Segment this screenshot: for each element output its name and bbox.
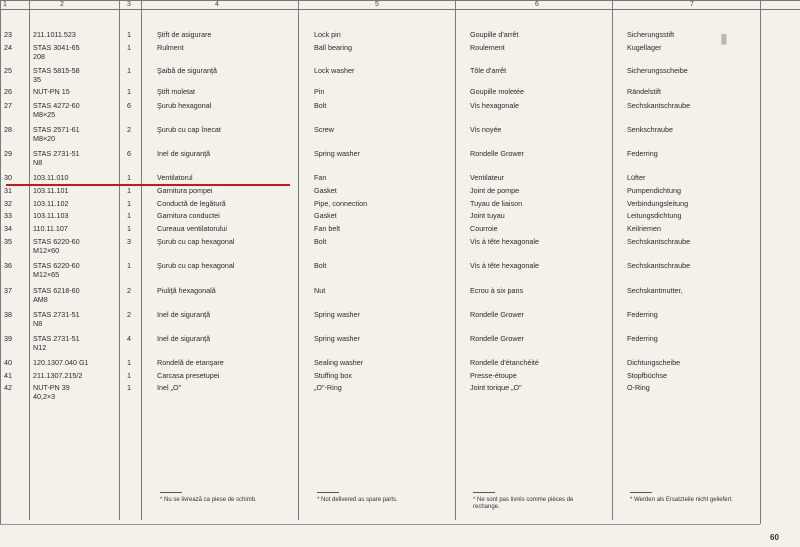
item-number: 33	[4, 211, 12, 220]
column-number: 7	[690, 1, 694, 8]
name-english: Stuffing box	[314, 371, 352, 380]
item-number: 34	[4, 224, 12, 233]
footnote-rule-fr	[473, 492, 495, 493]
name-french: Vis noyée	[470, 125, 502, 134]
name-french: Vis hexagonale	[470, 101, 520, 110]
name-french: Courroie	[470, 224, 498, 233]
part-code-line: STAS 2731-51	[33, 310, 80, 319]
name-french: Tôle d'arrêt	[470, 66, 507, 75]
name-german: Sicherungsscheibe	[627, 66, 688, 75]
name-english: Lock washer	[314, 66, 355, 75]
item-number: 24	[4, 43, 12, 52]
name-english: Fan belt	[314, 224, 340, 233]
name-german: Rändelstift	[627, 87, 661, 96]
quantity: 2	[127, 286, 131, 295]
name-french: Goupille moletée	[470, 87, 524, 96]
name-french: Ecrou à six pans	[470, 286, 524, 295]
part-code-line: 35	[33, 74, 41, 84]
part-code-line: 40,2×3	[33, 391, 56, 401]
part-code	[33, 150, 121, 167]
item-number: 39	[4, 334, 12, 343]
item-number: 37	[4, 286, 12, 295]
part-code-line: N8	[33, 318, 43, 328]
name-german: Lüfter	[627, 173, 646, 182]
part-code-line: 120.1307.040 G1	[33, 358, 89, 367]
part-code-line: STAS 6220-60	[33, 237, 80, 246]
name-english: Spring washer	[314, 310, 360, 319]
part-code	[33, 187, 121, 196]
name-german: Stopfbüchse	[627, 371, 667, 380]
footnote-fr-line: * Ne sont pas livrés comme pièces de	[473, 497, 574, 503]
part-code-line: M12×65	[33, 269, 60, 279]
name-english: Pipe, connection	[314, 199, 368, 208]
name-german: Kugellager	[627, 43, 662, 52]
column-divider	[0, 0, 1, 524]
item-number: 29	[4, 149, 12, 158]
name-romanian: Inel de siguranţă	[157, 149, 211, 158]
quantity: 1	[127, 383, 131, 392]
part-code-line: M8×25	[33, 109, 56, 119]
part-code	[33, 262, 121, 279]
item-number: 36	[4, 261, 12, 270]
name-german: Verbindungsleitung	[627, 199, 689, 208]
name-romanian: Ştift moletat	[157, 87, 195, 96]
column-number: 2	[60, 1, 64, 8]
name-french: Joint de pompe	[470, 186, 520, 195]
quantity: 1	[127, 211, 131, 220]
name-french: Rondelle Grower	[470, 334, 524, 343]
part-code-line: 211.1011.523	[33, 30, 76, 39]
part-code-line: STAS 5815-58	[33, 66, 80, 75]
name-romanian: Piuliţă hexagonală	[157, 286, 216, 295]
part-code	[33, 335, 121, 352]
bottom-rule	[0, 524, 760, 525]
name-english: Bolt	[314, 261, 327, 270]
name-english: Bolt	[314, 101, 327, 110]
part-code-line: 103.11.103	[33, 211, 69, 220]
name-german: Federring	[627, 149, 658, 158]
name-french: Rondelle d'étanchéité	[470, 358, 539, 367]
part-code	[33, 67, 121, 84]
part-code-line: STAS 3041-65	[33, 43, 80, 52]
part-code-line: 110.11.107	[33, 224, 68, 233]
header-top-rule	[0, 0, 800, 1]
name-english: Pin	[314, 87, 325, 96]
quantity: 1	[127, 43, 131, 52]
item-number: 28	[4, 125, 12, 134]
part-code-line: STAS 2731-51	[33, 334, 80, 343]
name-english: Lock pin	[314, 30, 341, 39]
part-code-line: AM8	[33, 294, 48, 304]
part-code-line: STAS 2731-51	[33, 149, 80, 158]
quantity: 1	[127, 30, 131, 39]
item-number: 31	[4, 186, 12, 195]
part-code-line: STAS 6220-60	[33, 261, 80, 270]
quantity: 6	[127, 101, 131, 110]
part-code	[33, 44, 121, 61]
name-english: Spring washer	[314, 334, 360, 343]
name-french: Vis à tête hexagonale	[470, 237, 540, 246]
name-romanian: Şaibă de siguranţă	[157, 66, 217, 75]
part-code-line: N12	[33, 342, 47, 352]
quantity: 1	[127, 173, 131, 182]
part-code-line: 103.11.102	[33, 199, 69, 208]
name-french: Presse-étoupe	[470, 371, 517, 380]
name-romanian: Ştift de asigurare	[157, 30, 212, 39]
part-code	[33, 384, 121, 401]
part-code-line: 103.11.101	[33, 186, 69, 195]
item-number: 40	[4, 358, 12, 367]
footnote-fr	[473, 497, 573, 511]
item-number: 30	[4, 173, 12, 182]
column-number: 1	[3, 1, 7, 8]
part-code	[33, 126, 121, 143]
column-number: 3	[127, 1, 131, 8]
item-number: 42	[4, 383, 12, 392]
part-code-line: M8×20	[33, 133, 56, 143]
column-number: 6	[535, 1, 539, 8]
column-divider	[455, 0, 456, 520]
part-code	[33, 200, 121, 209]
name-german: Senkschraube	[627, 125, 673, 134]
name-german: Federring	[627, 334, 658, 343]
footnote-rule-en	[317, 492, 339, 493]
name-french: Tuyau de liaison	[470, 199, 523, 208]
part-code-line: NUT-PN 39	[33, 383, 70, 392]
part-code-line: N8	[33, 157, 43, 167]
part-code	[33, 31, 121, 40]
name-german: Sechskantschraube	[627, 261, 691, 270]
quantity: 1	[127, 224, 131, 233]
part-code-line: 103.11.010	[33, 173, 69, 182]
quantity: 1	[127, 186, 131, 195]
name-romanian: Rondelă de etanşare	[157, 358, 224, 367]
name-german: Federring	[627, 310, 658, 319]
quantity: 1	[127, 358, 131, 367]
name-english: Sealing washer	[314, 358, 364, 367]
name-romanian: Şurub cu cap hexagonal	[157, 261, 235, 270]
page-number: 60	[770, 533, 779, 542]
quantity: 2	[127, 125, 131, 134]
name-romanian: Şurub hexagonal	[157, 101, 212, 110]
header-bottom-rule	[0, 9, 800, 10]
name-french: Joint tuyau	[470, 211, 505, 220]
name-english: Gasket	[314, 211, 337, 220]
name-french: Vis à tête hexagonale	[470, 261, 540, 270]
part-code	[33, 88, 121, 97]
name-romanian: Conductă de legătură	[157, 199, 226, 208]
name-romanian: Inel „O"	[157, 383, 182, 392]
name-french: Roulement	[470, 43, 505, 52]
quantity: 1	[127, 66, 131, 75]
column-divider	[298, 0, 299, 520]
footnote-en: * Not delivered as spare parts.	[317, 497, 398, 503]
name-english: Ball bearing	[314, 43, 352, 52]
column-divider	[612, 0, 613, 520]
part-code-line: STAS 2571-61	[33, 125, 80, 134]
name-german: Sechskantmutter,	[627, 286, 683, 295]
name-german: Pumpendichtung	[627, 186, 681, 195]
footnote-rule-de	[630, 492, 652, 493]
name-french: Rondelle Grower	[470, 149, 524, 158]
name-romanian: Garnitura pompei	[157, 186, 213, 195]
name-german: Sicherungsstift	[627, 30, 675, 39]
part-code	[33, 174, 121, 183]
item-number: 41	[4, 371, 12, 380]
name-french: Joint torique „O"	[470, 383, 522, 392]
item-number: 25	[4, 66, 12, 75]
part-code-line: 208	[33, 51, 45, 61]
part-code-line: STAS 6218-60	[33, 286, 80, 295]
name-romanian: Carcasa presetupei	[157, 371, 220, 380]
quantity: 4	[127, 334, 131, 343]
name-german: Leitungsdichtung	[627, 211, 682, 220]
name-romanian: Ventilatorul	[157, 173, 193, 182]
quantity: 3	[127, 237, 131, 246]
name-romanian: Şurub cu cap hexagonal	[157, 237, 235, 246]
part-code-line: M12×60	[33, 245, 60, 255]
name-romanian: Rulment	[157, 43, 184, 52]
name-english: Nut	[314, 286, 326, 295]
name-romanian: Inel de siguranţă	[157, 334, 211, 343]
name-english: Gasket	[314, 186, 337, 195]
part-code	[33, 238, 121, 255]
quantity: 1	[127, 87, 131, 96]
footnote-de: * Werden als Ersatzteile nicht geliefert.	[630, 497, 733, 503]
footnote-rule-ro	[160, 492, 182, 493]
item-number: 23	[4, 30, 12, 39]
item-number: 32	[4, 199, 12, 208]
quantity: 6	[127, 149, 131, 158]
part-code-line: NUT-PN 15	[33, 87, 70, 96]
part-code	[33, 102, 121, 119]
name-german: Sechskantschraube	[627, 237, 691, 246]
name-english: Fan	[314, 173, 327, 182]
name-german: Sechskantschraube	[627, 101, 691, 110]
name-romanian: Inel de siguranţă	[157, 310, 211, 319]
column-number: 4	[215, 1, 219, 8]
red-underline-mark	[6, 184, 290, 186]
name-french: Ventilateur	[470, 173, 504, 182]
bleed-through-mark: ▮	[720, 30, 728, 46]
column-divider	[29, 0, 30, 520]
name-romanian: Cureaua ventilatorului	[157, 224, 227, 233]
part-code	[33, 311, 121, 328]
name-french: Goupille d'arrêt	[470, 30, 519, 39]
name-english: Bolt	[314, 237, 327, 246]
item-number: 38	[4, 310, 12, 319]
item-number: 26	[4, 87, 12, 96]
name-romanian: Garnitura conductei	[157, 211, 220, 220]
part-code	[33, 287, 121, 304]
name-english: „O"-Ring	[314, 383, 342, 392]
part-code	[33, 225, 121, 234]
name-romanian: Şurub cu cap înecat	[157, 125, 221, 134]
quantity: 1	[127, 371, 131, 380]
quantity: 1	[127, 261, 131, 270]
column-number: 5	[375, 1, 379, 8]
quantity: 2	[127, 310, 131, 319]
footnote-ro: * Nu se livrează ca piese de schimb.	[160, 497, 257, 503]
footnote-fr-line: rechange.	[473, 504, 500, 510]
part-code	[33, 359, 121, 368]
part-code-line: 211.1307.215/2	[33, 371, 83, 380]
item-number: 27	[4, 101, 12, 110]
quantity: 1	[127, 199, 131, 208]
part-code	[33, 212, 121, 221]
name-german: Dichtungscheibe	[627, 358, 681, 367]
part-code-line: STAS 4272-60	[33, 101, 80, 110]
name-german: Keilriemen	[627, 224, 661, 233]
name-english: Screw	[314, 125, 334, 134]
column-divider	[141, 0, 142, 520]
item-number: 35	[4, 237, 12, 246]
name-german: O-Ring	[627, 383, 650, 392]
column-divider	[760, 0, 761, 524]
name-french: Rondelle Grower	[470, 310, 524, 319]
part-code	[33, 372, 121, 381]
name-english: Spring washer	[314, 149, 360, 158]
